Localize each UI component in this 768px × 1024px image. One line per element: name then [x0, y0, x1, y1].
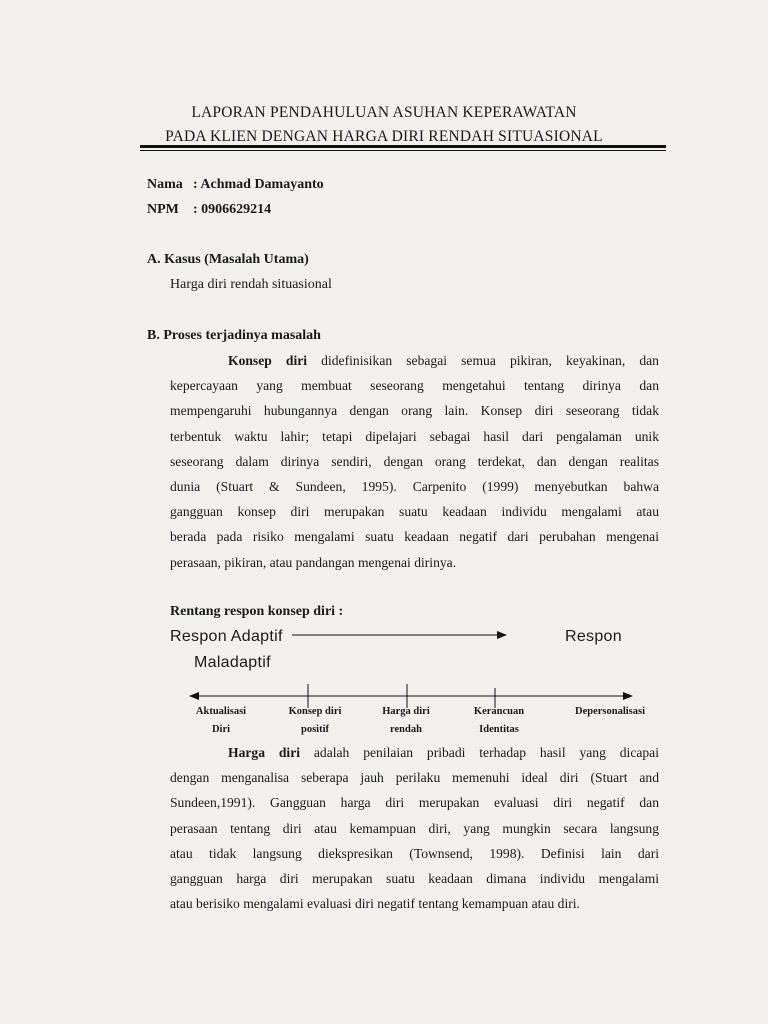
npm-value: : 0906629214 [193, 202, 272, 217]
rentang-respon-heading: Rentang respon konsep diri : [170, 604, 344, 619]
paragraph-line: atau berisiko mengalami evaluasi diri negatif tentang kemampuan atau diri. [170, 896, 580, 912]
harga-diri-term: Harga diri [228, 745, 301, 760]
scale-label-aktualisasi: Aktualisasi Diri [195, 706, 247, 735]
section-a-heading: A. Kasus (Masalah Utama) [147, 252, 309, 267]
respon-maladaptif-label: Respon [565, 628, 622, 645]
paragraph-line: gangguan harga diri merupakan suatu keadaan dimana individu mengalami [170, 870, 659, 886]
paragraph-line: mempengaruhi hubungannya dengan orang lain. Konsep diri seseorang tidak [170, 403, 659, 419]
report-title-line2: PADA KLIEN DENGAN HARGA DIRI RENDAH SITUASIONAL [165, 128, 603, 145]
scale-label-harga-diri-rendah: Harga diri rendah [382, 706, 430, 735]
paragraph-line: perasaan, pikiran, atau pandangan mengenai dirinya. [170, 554, 457, 570]
paragraph-line: terbentuk waktu lahir; tetapi dipelajari sebagai hasil dari pengalaman unik [170, 428, 659, 444]
paragraph-line: berada pada risiko mengalami suatu keadaan negatif dari perubahan mengenai [170, 529, 659, 545]
section-a-content: Harga diri rendah situasional [170, 277, 332, 292]
npm-label: NPM [147, 202, 179, 217]
paragraph-line: seseorang dalam dirinya sendiri, dengan orang terdekat, dan dengan realitas [170, 453, 659, 469]
report-title-line1: LAPORAN PENDAHULUAN ASUHAN KEPERAWATAN [191, 104, 577, 121]
paragraph-line: gangguan konsep diri merupakan suatu keadaan individu mengalami atau [170, 504, 659, 520]
maladaptif-label: Maladaptif [194, 654, 271, 671]
paragraph-line: Harga diri adalah penilaian pribadi terhadap hasil yang dicapai [228, 745, 659, 760]
paragraph-line: atau tidak langsung diekspresikan (Townsend, 1998). Definisi lain dari [170, 845, 659, 861]
scale-label-depersonalisasi: Depersonalisasi [574, 706, 645, 717]
scale-label-konsep-diri-positif: Konsep diri positif [288, 706, 342, 735]
paragraph-line: dunia (Stuart & Sundeen, 1995). Carpenito (1999) menyebutkan bahwa [170, 478, 659, 494]
section-b-heading: B. Proses terjadinya masalah [147, 328, 321, 343]
paragraph-line: Konsep diri didefinisikan sebagai semua pikiran, keyakinan, dan [228, 353, 659, 368]
paragraph-line: dengan menganalisa seberapa jauh perilaku memenuhi ideal diri (Stuart and [170, 770, 659, 786]
respon-adaptif-label: Respon Adaptif [170, 628, 283, 645]
name-label: Nama [147, 177, 183, 192]
name-value: : Achmad Damayanto [193, 177, 324, 192]
scale-label-kerancuan-identitas: Kerancuan Identitas [473, 706, 525, 735]
paragraph-line: kepercayaan yang membuat seseorang mengetahui tentang dirinya dan [170, 378, 659, 394]
harga-diri-paragraph [170, 740, 659, 916]
paragraph-line: perasaan tentang diri atau kemampuan diri, yang mungkin secara langsung [170, 820, 659, 836]
konsep-diri-term: Konsep diri [228, 353, 308, 368]
paragraph-line: Sundeen,1991). Gangguan harga diri merupakan evaluasi diri negatif dan [170, 795, 659, 811]
